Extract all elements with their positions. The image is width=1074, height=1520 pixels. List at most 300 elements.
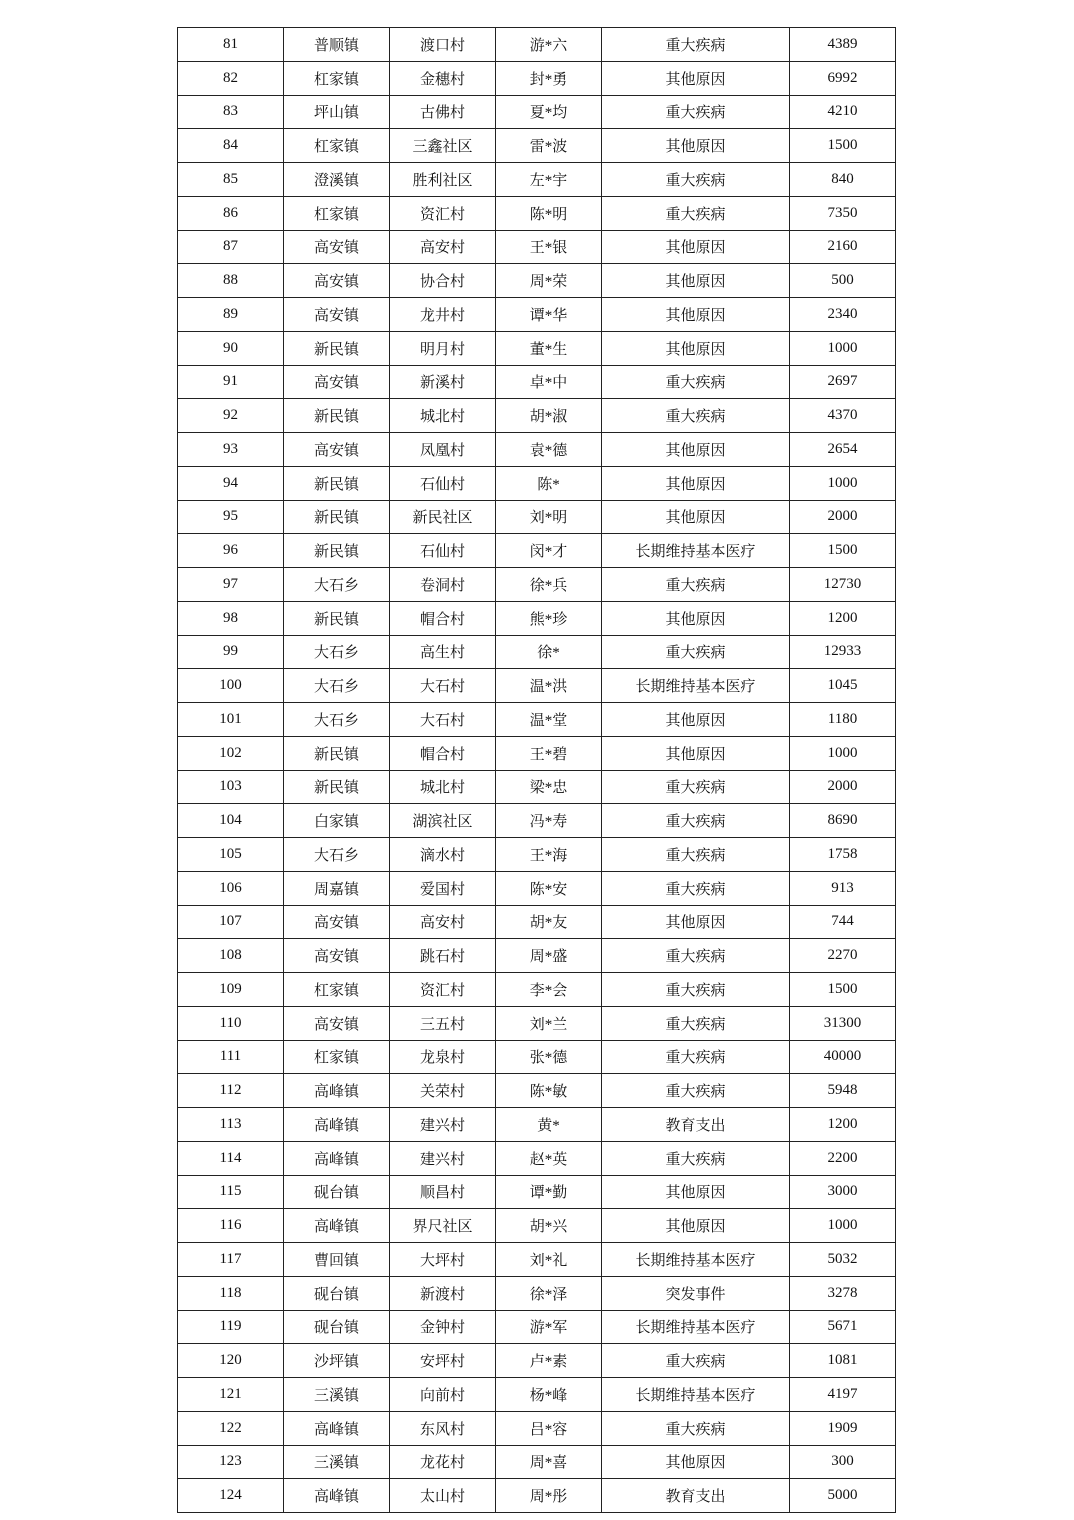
name-cell: 谭*华 xyxy=(496,298,602,332)
village-cell: 金钟村 xyxy=(390,1310,496,1344)
name-cell: 周*彤 xyxy=(496,1479,602,1513)
village-cell: 跳石村 xyxy=(390,939,496,973)
village-cell: 龙泉村 xyxy=(390,1040,496,1074)
village-cell: 顺昌村 xyxy=(390,1175,496,1209)
row-number-cell: 95 xyxy=(178,500,284,534)
table-row xyxy=(178,1040,896,1074)
village-cell: 大坪村 xyxy=(390,1243,496,1277)
table-row xyxy=(178,28,896,62)
reason-cell: 其他原因 xyxy=(602,298,790,332)
village-cell: 新溪村 xyxy=(390,365,496,399)
village-cell: 湖滨社区 xyxy=(390,804,496,838)
table-row xyxy=(178,703,896,737)
name-cell: 左*宇 xyxy=(496,163,602,197)
amount-cell: 12933 xyxy=(790,635,896,669)
table-row xyxy=(178,264,896,298)
name-cell: 王*银 xyxy=(496,230,602,264)
row-number-cell: 90 xyxy=(178,331,284,365)
town-cell: 三溪镇 xyxy=(284,1445,390,1479)
table-row xyxy=(178,601,896,635)
row-number-cell: 93 xyxy=(178,433,284,467)
reason-cell: 其他原因 xyxy=(602,129,790,163)
amount-cell: 2270 xyxy=(790,939,896,973)
row-number-cell: 103 xyxy=(178,770,284,804)
name-cell: 张*德 xyxy=(496,1040,602,1074)
reason-cell: 其他原因 xyxy=(602,703,790,737)
amount-cell: 5000 xyxy=(790,1479,896,1513)
row-number-cell: 116 xyxy=(178,1209,284,1243)
name-cell: 徐* xyxy=(496,635,602,669)
town-cell: 砚台镇 xyxy=(284,1276,390,1310)
amount-cell: 2654 xyxy=(790,433,896,467)
reason-cell: 教育支出 xyxy=(602,1108,790,1142)
town-cell: 砚台镇 xyxy=(284,1175,390,1209)
name-cell: 温*堂 xyxy=(496,703,602,737)
village-cell: 爱国村 xyxy=(390,871,496,905)
row-number-cell: 96 xyxy=(178,534,284,568)
amount-cell: 913 xyxy=(790,871,896,905)
row-number-cell: 115 xyxy=(178,1175,284,1209)
village-cell: 石仙村 xyxy=(390,534,496,568)
table-row xyxy=(178,163,896,197)
reason-cell: 重大疾病 xyxy=(602,635,790,669)
name-cell: 陈* xyxy=(496,466,602,500)
reason-cell: 其他原因 xyxy=(602,601,790,635)
name-cell: 熊*珍 xyxy=(496,601,602,635)
town-cell: 高峰镇 xyxy=(284,1074,390,1108)
village-cell: 石仙村 xyxy=(390,466,496,500)
name-cell: 赵*英 xyxy=(496,1141,602,1175)
reason-cell: 重大疾病 xyxy=(602,365,790,399)
reason-cell: 重大疾病 xyxy=(602,1344,790,1378)
table-row xyxy=(178,1209,896,1243)
town-cell: 新民镇 xyxy=(284,500,390,534)
reason-cell: 重大疾病 xyxy=(602,1411,790,1445)
amount-cell: 4197 xyxy=(790,1378,896,1412)
town-cell: 高峰镇 xyxy=(284,1209,390,1243)
village-cell: 太山村 xyxy=(390,1479,496,1513)
row-number-cell: 121 xyxy=(178,1378,284,1412)
amount-cell: 12730 xyxy=(790,568,896,602)
village-cell: 胜利社区 xyxy=(390,163,496,197)
table-row xyxy=(178,1310,896,1344)
assistance-table xyxy=(177,27,896,1513)
row-number-cell: 119 xyxy=(178,1310,284,1344)
amount-cell: 744 xyxy=(790,905,896,939)
reason-cell: 突发事件 xyxy=(602,1276,790,1310)
amount-cell: 1000 xyxy=(790,331,896,365)
village-cell: 三鑫社区 xyxy=(390,129,496,163)
name-cell: 刘*兰 xyxy=(496,1006,602,1040)
town-cell: 大石乡 xyxy=(284,568,390,602)
town-cell: 高安镇 xyxy=(284,939,390,973)
row-number-cell: 99 xyxy=(178,635,284,669)
table-row xyxy=(178,669,896,703)
amount-cell: 300 xyxy=(790,1445,896,1479)
table-row xyxy=(178,1074,896,1108)
village-cell: 帽合村 xyxy=(390,601,496,635)
name-cell: 游*军 xyxy=(496,1310,602,1344)
name-cell: 胡*友 xyxy=(496,905,602,939)
amount-cell: 1000 xyxy=(790,1209,896,1243)
row-number-cell: 112 xyxy=(178,1074,284,1108)
amount-cell: 5948 xyxy=(790,1074,896,1108)
amount-cell: 2340 xyxy=(790,298,896,332)
amount-cell: 2000 xyxy=(790,770,896,804)
table-body xyxy=(178,28,896,1513)
reason-cell: 长期维持基本医疗 xyxy=(602,669,790,703)
reason-cell: 重大疾病 xyxy=(602,399,790,433)
village-cell: 古佛村 xyxy=(390,95,496,129)
reason-cell: 重大疾病 xyxy=(602,568,790,602)
row-number-cell: 104 xyxy=(178,804,284,838)
table-row xyxy=(178,1141,896,1175)
row-number-cell: 109 xyxy=(178,973,284,1007)
row-number-cell: 111 xyxy=(178,1040,284,1074)
town-cell: 大石乡 xyxy=(284,703,390,737)
village-cell: 资汇村 xyxy=(390,196,496,230)
name-cell: 陈*明 xyxy=(496,196,602,230)
table-row xyxy=(178,1378,896,1412)
reason-cell: 其他原因 xyxy=(602,500,790,534)
reason-cell: 其他原因 xyxy=(602,905,790,939)
table-row xyxy=(178,973,896,1007)
amount-cell: 1500 xyxy=(790,973,896,1007)
row-number-cell: 88 xyxy=(178,264,284,298)
name-cell: 胡*淑 xyxy=(496,399,602,433)
table-row xyxy=(178,298,896,332)
amount-cell: 1200 xyxy=(790,1108,896,1142)
reason-cell: 其他原因 xyxy=(602,61,790,95)
row-number-cell: 106 xyxy=(178,871,284,905)
amount-cell: 7350 xyxy=(790,196,896,230)
amount-cell: 3278 xyxy=(790,1276,896,1310)
row-number-cell: 87 xyxy=(178,230,284,264)
reason-cell: 重大疾病 xyxy=(602,838,790,872)
amount-cell: 1000 xyxy=(790,466,896,500)
reason-cell: 重大疾病 xyxy=(602,871,790,905)
row-number-cell: 102 xyxy=(178,736,284,770)
row-number-cell: 114 xyxy=(178,1141,284,1175)
name-cell: 冯*寿 xyxy=(496,804,602,838)
town-cell: 沙坪镇 xyxy=(284,1344,390,1378)
amount-cell: 1500 xyxy=(790,534,896,568)
amount-cell: 1758 xyxy=(790,838,896,872)
town-cell: 高安镇 xyxy=(284,298,390,332)
village-cell: 大石村 xyxy=(390,703,496,737)
row-number-cell: 94 xyxy=(178,466,284,500)
table-row xyxy=(178,939,896,973)
table-row xyxy=(178,905,896,939)
row-number-cell: 107 xyxy=(178,905,284,939)
reason-cell: 重大疾病 xyxy=(602,770,790,804)
amount-cell: 6992 xyxy=(790,61,896,95)
table-row xyxy=(178,1175,896,1209)
table-row xyxy=(178,1445,896,1479)
table-row xyxy=(178,399,896,433)
reason-cell: 长期维持基本医疗 xyxy=(602,534,790,568)
name-cell: 周*荣 xyxy=(496,264,602,298)
town-cell: 新民镇 xyxy=(284,399,390,433)
town-cell: 周嘉镇 xyxy=(284,871,390,905)
amount-cell: 2200 xyxy=(790,1141,896,1175)
row-number-cell: 118 xyxy=(178,1276,284,1310)
table-row xyxy=(178,534,896,568)
table-row xyxy=(178,129,896,163)
town-cell: 三溪镇 xyxy=(284,1378,390,1412)
name-cell: 陈*安 xyxy=(496,871,602,905)
amount-cell: 1045 xyxy=(790,669,896,703)
amount-cell: 1909 xyxy=(790,1411,896,1445)
table-row xyxy=(178,331,896,365)
amount-cell: 40000 xyxy=(790,1040,896,1074)
table-row xyxy=(178,770,896,804)
row-number-cell: 105 xyxy=(178,838,284,872)
table-row xyxy=(178,95,896,129)
town-cell: 新民镇 xyxy=(284,466,390,500)
row-number-cell: 98 xyxy=(178,601,284,635)
reason-cell: 其他原因 xyxy=(602,736,790,770)
row-number-cell: 82 xyxy=(178,61,284,95)
name-cell: 董*生 xyxy=(496,331,602,365)
town-cell: 杠家镇 xyxy=(284,61,390,95)
village-cell: 新渡村 xyxy=(390,1276,496,1310)
row-number-cell: 117 xyxy=(178,1243,284,1277)
village-cell: 凤凰村 xyxy=(390,433,496,467)
name-cell: 周*盛 xyxy=(496,939,602,973)
reason-cell: 长期维持基本医疗 xyxy=(602,1310,790,1344)
name-cell: 李*会 xyxy=(496,973,602,1007)
reason-cell: 其他原因 xyxy=(602,264,790,298)
name-cell: 徐*兵 xyxy=(496,568,602,602)
table-row xyxy=(178,871,896,905)
amount-cell: 5032 xyxy=(790,1243,896,1277)
town-cell: 澄溪镇 xyxy=(284,163,390,197)
row-number-cell: 83 xyxy=(178,95,284,129)
row-number-cell: 101 xyxy=(178,703,284,737)
name-cell: 卓*中 xyxy=(496,365,602,399)
reason-cell: 重大疾病 xyxy=(602,196,790,230)
name-cell: 徐*泽 xyxy=(496,1276,602,1310)
table-row xyxy=(178,1243,896,1277)
table-row xyxy=(178,1344,896,1378)
name-cell: 夏*均 xyxy=(496,95,602,129)
amount-cell: 1500 xyxy=(790,129,896,163)
amount-cell: 8690 xyxy=(790,804,896,838)
amount-cell: 2000 xyxy=(790,500,896,534)
reason-cell: 长期维持基本医疗 xyxy=(602,1378,790,1412)
reason-cell: 长期维持基本医疗 xyxy=(602,1243,790,1277)
name-cell: 谭*勤 xyxy=(496,1175,602,1209)
table-row xyxy=(178,1479,896,1513)
village-cell: 三五村 xyxy=(390,1006,496,1040)
table-row xyxy=(178,1108,896,1142)
village-cell: 城北村 xyxy=(390,399,496,433)
village-cell: 滴水村 xyxy=(390,838,496,872)
table-row xyxy=(178,804,896,838)
town-cell: 普顺镇 xyxy=(284,28,390,62)
table-row xyxy=(178,1411,896,1445)
village-cell: 建兴村 xyxy=(390,1108,496,1142)
reason-cell: 其他原因 xyxy=(602,1209,790,1243)
row-number-cell: 92 xyxy=(178,399,284,433)
town-cell: 高峰镇 xyxy=(284,1479,390,1513)
town-cell: 大石乡 xyxy=(284,838,390,872)
amount-cell: 1200 xyxy=(790,601,896,635)
town-cell: 大石乡 xyxy=(284,669,390,703)
table-row xyxy=(178,838,896,872)
row-number-cell: 120 xyxy=(178,1344,284,1378)
reason-cell: 重大疾病 xyxy=(602,28,790,62)
reason-cell: 其他原因 xyxy=(602,230,790,264)
reason-cell: 重大疾病 xyxy=(602,163,790,197)
amount-cell: 4370 xyxy=(790,399,896,433)
name-cell: 袁*德 xyxy=(496,433,602,467)
table-row xyxy=(178,500,896,534)
row-number-cell: 110 xyxy=(178,1006,284,1040)
town-cell: 新民镇 xyxy=(284,736,390,770)
row-number-cell: 81 xyxy=(178,28,284,62)
name-cell: 闵*才 xyxy=(496,534,602,568)
row-number-cell: 122 xyxy=(178,1411,284,1445)
table-row xyxy=(178,61,896,95)
village-cell: 金穗村 xyxy=(390,61,496,95)
town-cell: 高峰镇 xyxy=(284,1141,390,1175)
row-number-cell: 123 xyxy=(178,1445,284,1479)
village-cell: 新民社区 xyxy=(390,500,496,534)
town-cell: 坪山镇 xyxy=(284,95,390,129)
town-cell: 杠家镇 xyxy=(284,973,390,1007)
reason-cell: 其他原因 xyxy=(602,466,790,500)
table-row xyxy=(178,1006,896,1040)
name-cell: 胡*兴 xyxy=(496,1209,602,1243)
amount-cell: 31300 xyxy=(790,1006,896,1040)
town-cell: 杠家镇 xyxy=(284,1040,390,1074)
table-row xyxy=(178,433,896,467)
village-cell: 界尺社区 xyxy=(390,1209,496,1243)
reason-cell: 重大疾病 xyxy=(602,1141,790,1175)
amount-cell: 1081 xyxy=(790,1344,896,1378)
town-cell: 砚台镇 xyxy=(284,1310,390,1344)
row-number-cell: 100 xyxy=(178,669,284,703)
reason-cell: 重大疾病 xyxy=(602,939,790,973)
village-cell: 向前村 xyxy=(390,1378,496,1412)
name-cell: 陈*敏 xyxy=(496,1074,602,1108)
amount-cell: 500 xyxy=(790,264,896,298)
name-cell: 吕*容 xyxy=(496,1411,602,1445)
row-number-cell: 97 xyxy=(178,568,284,602)
row-number-cell: 84 xyxy=(178,129,284,163)
village-cell: 高安村 xyxy=(390,230,496,264)
village-cell: 渡口村 xyxy=(390,28,496,62)
amount-cell: 1180 xyxy=(790,703,896,737)
table-row xyxy=(178,196,896,230)
town-cell: 新民镇 xyxy=(284,331,390,365)
village-cell: 明月村 xyxy=(390,331,496,365)
town-cell: 高峰镇 xyxy=(284,1108,390,1142)
amount-cell: 1000 xyxy=(790,736,896,770)
name-cell: 周*喜 xyxy=(496,1445,602,1479)
village-cell: 卷洞村 xyxy=(390,568,496,602)
town-cell: 新民镇 xyxy=(284,534,390,568)
town-cell: 新民镇 xyxy=(284,770,390,804)
amount-cell: 840 xyxy=(790,163,896,197)
name-cell: 王*碧 xyxy=(496,736,602,770)
town-cell: 白家镇 xyxy=(284,804,390,838)
reason-cell: 重大疾病 xyxy=(602,804,790,838)
town-cell: 高安镇 xyxy=(284,264,390,298)
name-cell: 杨*峰 xyxy=(496,1378,602,1412)
name-cell: 梁*忠 xyxy=(496,770,602,804)
name-cell: 温*洪 xyxy=(496,669,602,703)
name-cell: 王*海 xyxy=(496,838,602,872)
table-row xyxy=(178,736,896,770)
town-cell: 高安镇 xyxy=(284,905,390,939)
village-cell: 高生村 xyxy=(390,635,496,669)
reason-cell: 其他原因 xyxy=(602,1175,790,1209)
town-cell: 新民镇 xyxy=(284,601,390,635)
village-cell: 协合村 xyxy=(390,264,496,298)
reason-cell: 其他原因 xyxy=(602,433,790,467)
amount-cell: 2697 xyxy=(790,365,896,399)
village-cell: 安坪村 xyxy=(390,1344,496,1378)
village-cell: 帽合村 xyxy=(390,736,496,770)
name-cell: 黄* xyxy=(496,1108,602,1142)
reason-cell: 重大疾病 xyxy=(602,1074,790,1108)
village-cell: 大石村 xyxy=(390,669,496,703)
name-cell: 刘*礼 xyxy=(496,1243,602,1277)
row-number-cell: 89 xyxy=(178,298,284,332)
table-row xyxy=(178,635,896,669)
name-cell: 雷*波 xyxy=(496,129,602,163)
reason-cell: 教育支出 xyxy=(602,1479,790,1513)
town-cell: 曹回镇 xyxy=(284,1243,390,1277)
town-cell: 高峰镇 xyxy=(284,1411,390,1445)
amount-cell: 4389 xyxy=(790,28,896,62)
town-cell: 杠家镇 xyxy=(284,129,390,163)
town-cell: 高安镇 xyxy=(284,365,390,399)
reason-cell: 其他原因 xyxy=(602,331,790,365)
village-cell: 资汇村 xyxy=(390,973,496,1007)
table-row xyxy=(178,365,896,399)
amount-cell: 2160 xyxy=(790,230,896,264)
town-cell: 杠家镇 xyxy=(284,196,390,230)
table-row xyxy=(178,1276,896,1310)
amount-cell: 4210 xyxy=(790,95,896,129)
village-cell: 东风村 xyxy=(390,1411,496,1445)
village-cell: 建兴村 xyxy=(390,1141,496,1175)
row-number-cell: 124 xyxy=(178,1479,284,1513)
town-cell: 高安镇 xyxy=(284,230,390,264)
row-number-cell: 108 xyxy=(178,939,284,973)
village-cell: 城北村 xyxy=(390,770,496,804)
town-cell: 高安镇 xyxy=(284,433,390,467)
reason-cell: 重大疾病 xyxy=(602,1006,790,1040)
amount-cell: 3000 xyxy=(790,1175,896,1209)
reason-cell: 重大疾病 xyxy=(602,1040,790,1074)
row-number-cell: 113 xyxy=(178,1108,284,1142)
reason-cell: 重大疾病 xyxy=(602,95,790,129)
row-number-cell: 86 xyxy=(178,196,284,230)
row-number-cell: 85 xyxy=(178,163,284,197)
table-row xyxy=(178,568,896,602)
reason-cell: 重大疾病 xyxy=(602,973,790,1007)
village-cell: 关荣村 xyxy=(390,1074,496,1108)
name-cell: 卢*素 xyxy=(496,1344,602,1378)
village-cell: 龙井村 xyxy=(390,298,496,332)
name-cell: 游*六 xyxy=(496,28,602,62)
name-cell: 封*勇 xyxy=(496,61,602,95)
